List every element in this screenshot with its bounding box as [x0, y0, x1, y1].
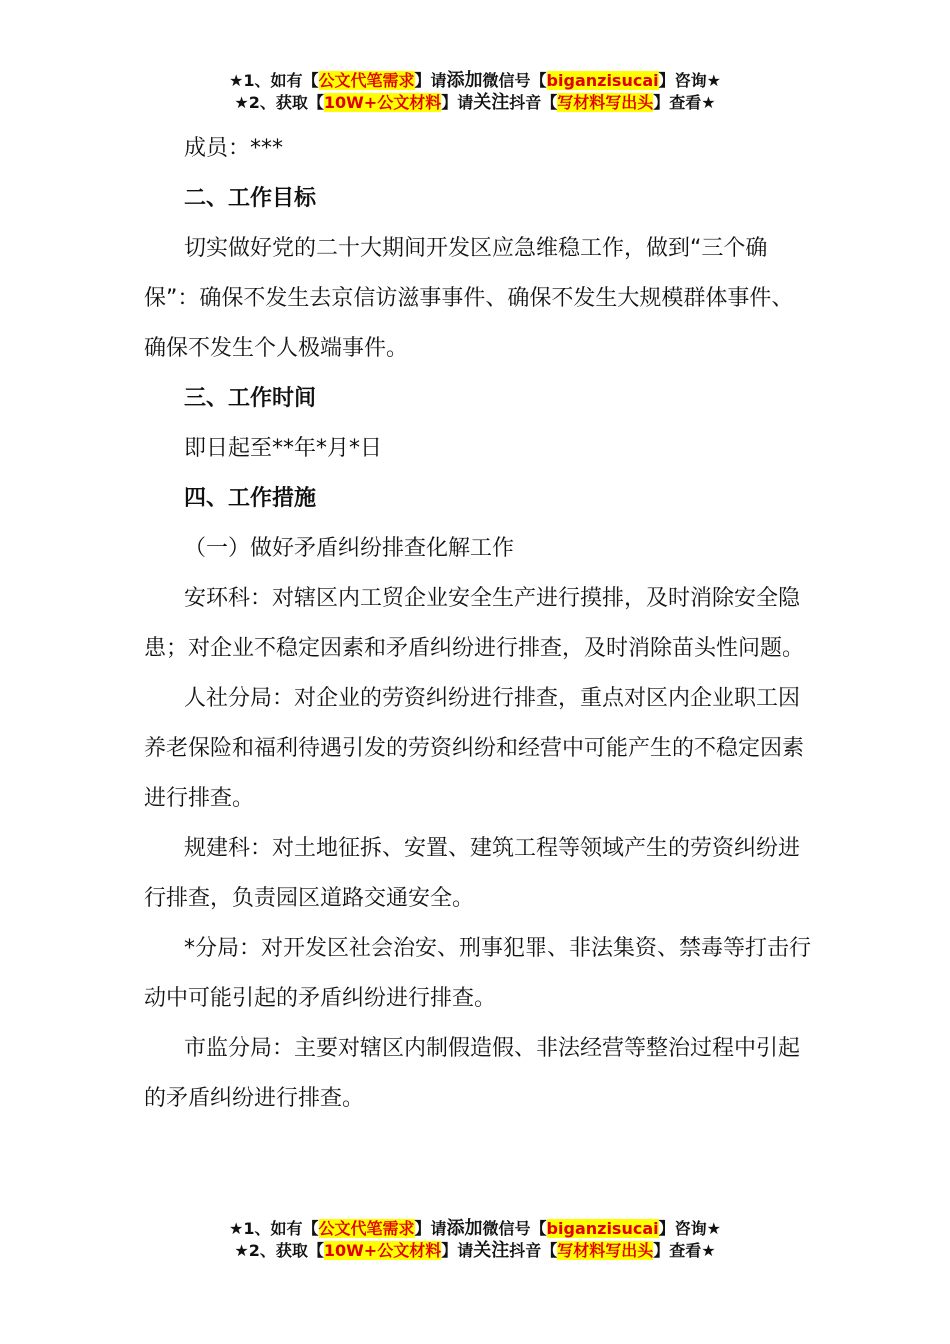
banner-highlight: 10W+公文材料	[323, 1241, 442, 1260]
banner-highlight: 公文代笔需求	[318, 71, 415, 90]
banner-line-2	[0, 92, 950, 114]
time-paragraph: 即日起至**年*月*日	[184, 436, 383, 461]
banner-highlight: 公文代笔需求	[318, 1219, 415, 1238]
banner-line-2	[0, 1240, 950, 1262]
banner-text: 】请	[414, 1219, 447, 1238]
paragraph-planning: 规建科：对土地征拆、安置、建筑工程等领域产生的劳资纠纷进行排查，负责园区道路交通安全。	[144, 836, 801, 911]
banner-highlight: biganzisucai	[546, 71, 659, 90]
banner-text: 抖音【	[509, 93, 558, 112]
members-line: 成员：***	[184, 136, 284, 161]
banner-highlight: biganzisucai	[546, 1219, 659, 1238]
banner-text: 抖音【	[509, 1241, 558, 1260]
section-heading-time: 三、工作时间	[184, 386, 317, 411]
banner-text: 】请	[441, 93, 474, 112]
section-heading-measures: 四、工作措施	[184, 486, 317, 511]
banner-highlight: 写材料写出头	[557, 1241, 654, 1260]
banner-highlight: 写材料写出头	[557, 93, 654, 112]
banner-text: ★1、如有【	[229, 1219, 319, 1238]
banner-text: 】咨询★	[658, 71, 721, 90]
banner-text: ★1、如有【	[229, 71, 319, 90]
paragraph-safety: 安环科：对辖区内工贸企业安全生产进行摸排，及时消除安全隐患；对企业不稳定因素和矛盾纠纷进行排查，及时消除苗头性问题。	[144, 586, 805, 661]
banner-text: 微信号【	[482, 1219, 547, 1238]
banner-text: 】请	[414, 71, 447, 90]
document-body	[144, 124, 814, 1124]
banner-text: 】查看★	[653, 93, 716, 112]
footer-banner	[0, 1218, 950, 1262]
header-banner	[0, 70, 950, 114]
banner-emphasis: 关注	[473, 92, 510, 113]
banner-emphasis: 关注	[473, 1240, 510, 1261]
subsection-heading: （一）做好矛盾纠纷排查化解工作	[184, 536, 515, 561]
banner-text: ★2、获取【	[234, 1241, 324, 1260]
banner-highlight: 10W+公文材料	[323, 93, 442, 112]
goals-paragraph: 切实做好党的二十大期间开发区应急维稳工作，做到“三个确保”：确保不发生去京信访滋事事件、确保不发生大规模群体事件、确保不发生个人极端事件。	[144, 236, 794, 361]
paragraph-market: 市监分局：主要对辖区内制假造假、非法经营等整治过程中引起的矛盾纠纷进行排查。	[144, 1036, 801, 1111]
paragraph-police: *分局：对开发区社会治安、刑事犯罪、非法集资、禁毒等打击行动中可能引起的矛盾纠纷进行排查。	[144, 936, 812, 1011]
banner-text: 】查看★	[653, 1241, 716, 1260]
banner-text: 微信号【	[482, 71, 547, 90]
banner-emphasis: 添加	[446, 70, 483, 91]
banner-text: 】请	[441, 1241, 474, 1260]
banner-text: 】咨询★	[658, 1219, 721, 1238]
section-heading-goals: 二、工作目标	[184, 186, 317, 211]
banner-line-1	[0, 70, 950, 92]
paragraph-hr: 人社分局：对企业的劳资纠纷进行排查，重点对区内企业职工因养老保险和福利待遇引发的劳资纠纷和经营中可能产生的不稳定因素进行排查。	[144, 686, 805, 811]
banner-emphasis: 添加	[446, 1218, 483, 1239]
banner-text: ★2、获取【	[234, 93, 324, 112]
banner-line-1	[0, 1218, 950, 1240]
